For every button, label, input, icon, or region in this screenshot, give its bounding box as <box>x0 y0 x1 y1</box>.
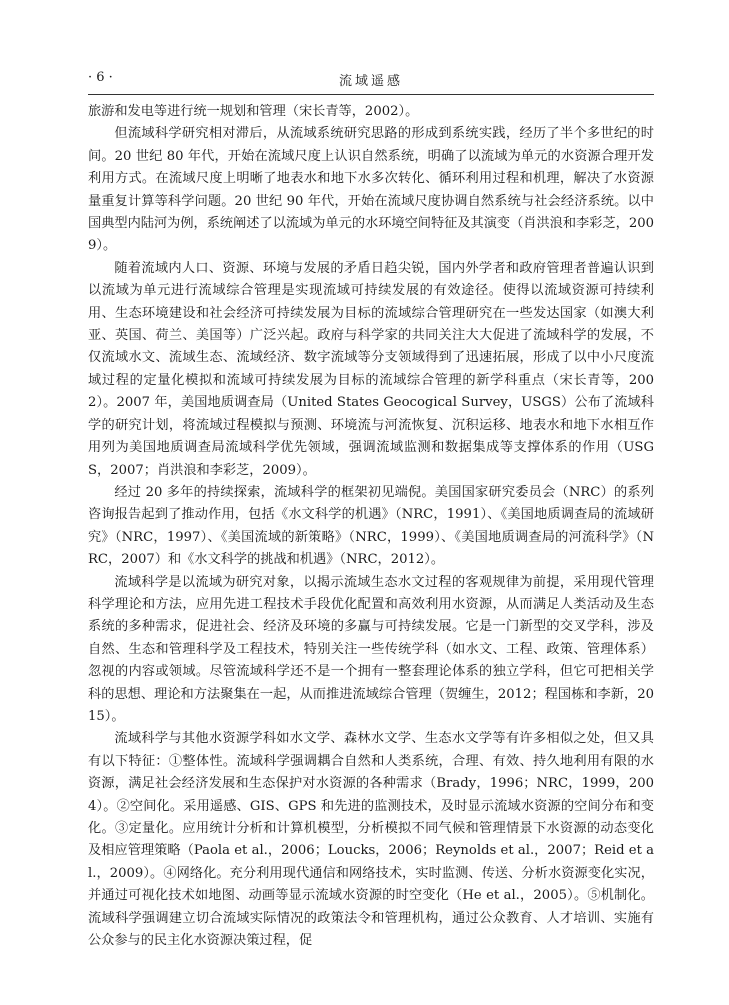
paragraph: 但流域科学研究相对滞后，从流域系统研究思路的形成到系统实践，经历了半个多世纪的时间。20 世纪 80 年代，开始在流域尺度上认识自然系统，明确了以流域为单元的水资源合理开发利用方式。在流域尺度上明晰了地表水和地下水多次转化、循环利用过程和机理，解决了水资源量重复计算等科学问题。20 世纪 90 年代，开始在流域尺度协调自然系统与社会经济系统。以中国典型内陆河为例，系统阐述了以流域为单元的水环境空间特征及其演变（肖洪浪和李彩芝，2009）。 <box>88 126 654 254</box>
paragraph: 旅游和发电等进行统一规划和管理（宋长青等，2002）。 <box>88 104 419 119</box>
page-number: · 6 · <box>88 70 113 85</box>
header-rule <box>88 94 654 95</box>
paragraph: 经过 20 多年的持续探索，流域科学的框架初见端倪。美国国家研究委员会（NRC）的系列咨询报告起到了推动作用，包括《水文科学的机遇》（NRC，1991）、《美国地质调查局的流域研究》（NRC，1997）、《美国流域的新策略》（NRC，1999）、《美国地质调查局的河流科学》（NRC，2007）和《水文科学的挑战和机遇》（NRC，2012）。 <box>88 484 654 568</box>
paragraph: 流域科学是以流域为研究对象，以揭示流域生态水文过程的客观规律为前提，采用现代管理科学理论和方法，应用先进工程技术手段优化配置和高效利用水资源，从而满足人类活动及生态系统的多种需求，促进社会、经济及环境的多赢与可持续发展。它是一门新型的交叉学科，涉及自然、生态和管理科学及工程技术，特别关注一些传统学科（如水文、工程、政策、管理体系）忽视的内容或领域。尽管流域科学还不是一个拥有一整套理论体系的独立学科，但它可把相关学科的思想、理论和方法聚集在一起，从而推进流域综合管理（贺缠生，2012；程国栋和李新，2015）。 <box>88 574 654 724</box>
paragraph: 随着流域内人口、资源、环境与发展的矛盾日趋尖锐，国内外学者和政府管理者普遍认识到以流域为单元进行流域综合管理是实现流域可持续发展的有效途径。使得以流域资源可持续利用、生态环境建设和社会经济可持续发展为目标的流域综合管理研究在一些发达国家（如澳大利亚、英国、荷兰、美国等）广泛兴起。政府与科学家的共同关注大大促进了流域科学的发展，不仅流域水文、流域生态、流域经济、数字流域等分支领域得到了迅速拓展，形成了以中小尺度流域过程的定量化模拟和流域可持续发展为目标的流域综合管理的新学科重点（宋长青等，2002）。2007 年，美国地质调查局（United States Geocogical Survey，USGS）公布了流域科学的研究计划，将流域过程模拟与预测、环境流与河流恢复、沉积运移、地表水和地下水相互作用列为美国地质调查局流域科学优先领域，强调流域监测和数据集成等支撑体系的作用（USGS，2007；肖洪浪和李彩芝，2009）。 <box>88 260 654 478</box>
page-header <box>88 70 654 92</box>
paragraph: 流域科学与其他水资源学科如水文学、森林水文学、生态水文学等有许多相似之处，但又具有以下特征：①整体性。流域科学强调耦合自然和人类系统，合理、有效、持久地利用有限的水资源，满足社会经济发展和生态保护对水资源的各种需求（Brady，1996；NRC，1999，2004）。②空间化。采用遥感、GIS、GPS 和先进的监测技术，及时显示流域水资源的空间分布和变化。③定量化。应用统计分析和计算机模型，分析模拟不同气候和管理情景下水资源的动态变化及相应管理策略（Paola et al.，2006；Loucks，2006；Reynolds et al.，2007；Reid et al.，2009）。④网络化。充分利用现代通信和网络技术，实时监测、传送、分析水资源变化实况，并通过可视化技术如地图、动画等显示流域水资源的时空变化（He et al.，2005）。⑤机制化。流域科学强调建立切合流域实际情况的政策法令和管理机构，通过公众教育、人才培训、实施有公众参与的民主化水资源决策过程，促 <box>88 731 654 949</box>
running-title: 流域遥感 <box>338 74 403 89</box>
body-text <box>88 101 654 952</box>
